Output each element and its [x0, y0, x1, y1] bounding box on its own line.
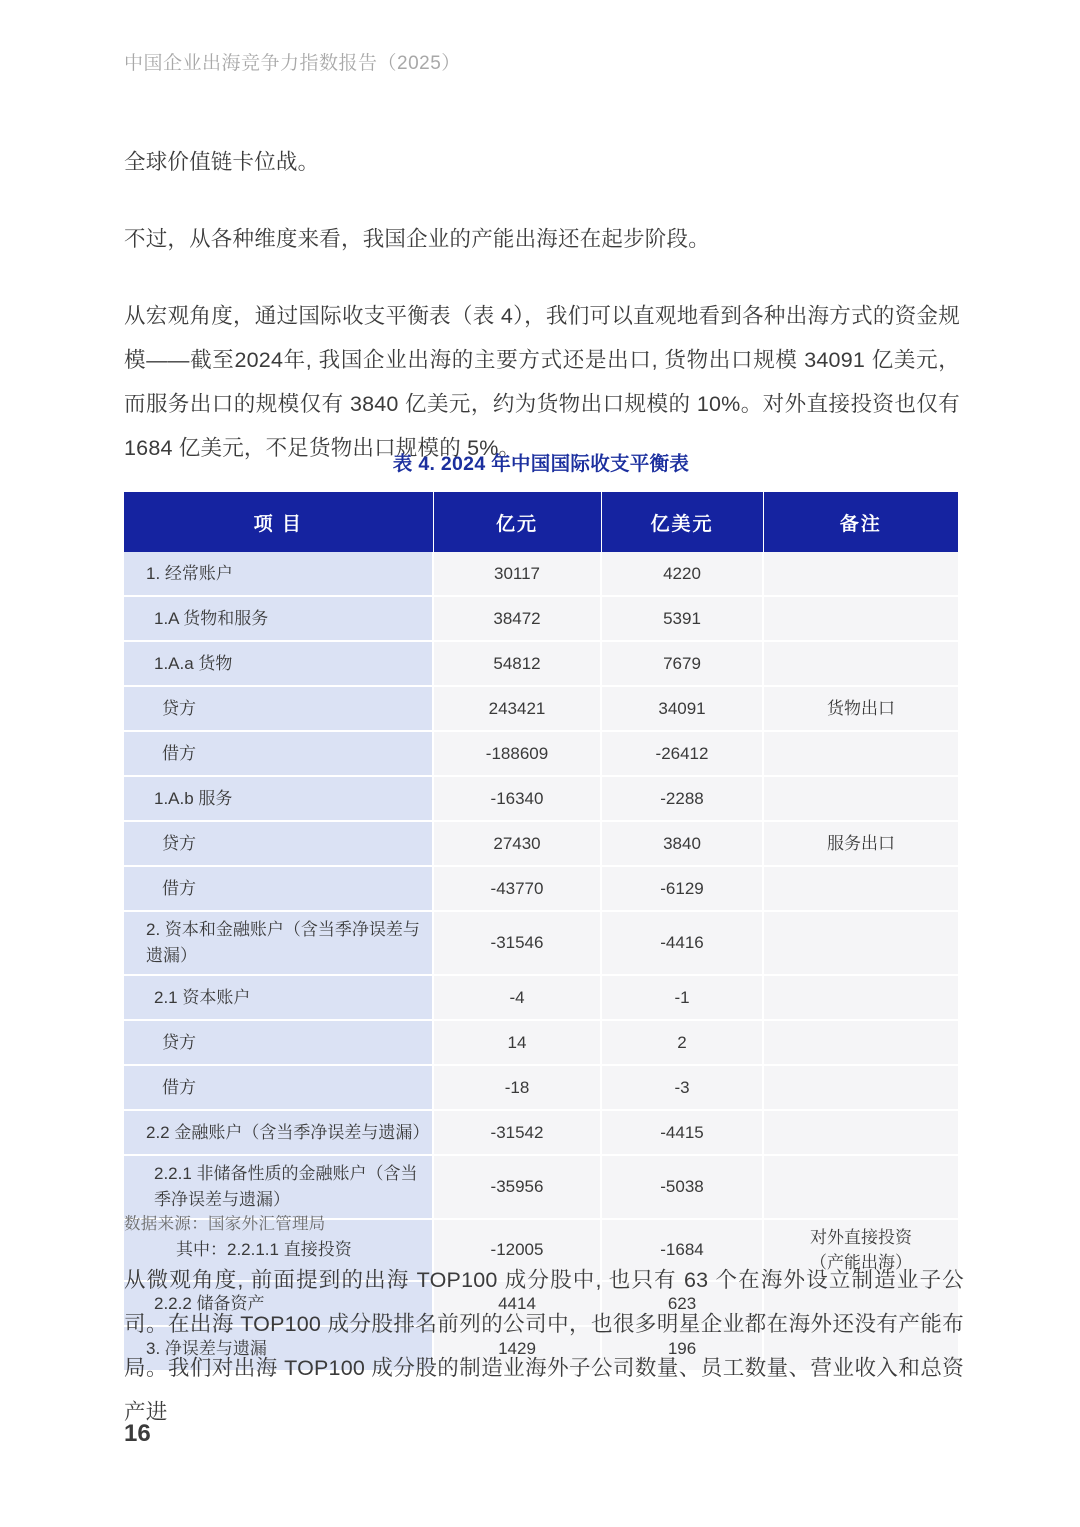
table-row	[124, 821, 958, 866]
cell-value-cny: -31542	[433, 1110, 601, 1155]
cell-item: 其中：2.2.1.1 直接投资	[124, 1219, 433, 1281]
cell-item: 2.2.1 非储备性质的金融账户（含当季净误差与遗漏）	[124, 1155, 433, 1219]
cell-item: 2.2.2 储备资产	[124, 1281, 433, 1326]
cell-item: 3. 净误差与遗漏	[124, 1326, 433, 1371]
cell-value-cny: -31546	[433, 911, 601, 975]
cell-note	[763, 1155, 958, 1219]
cell-item: 1.A.b 服务	[124, 776, 433, 821]
cell-item: 1.A 货物和服务	[124, 596, 433, 641]
cell-note	[763, 731, 958, 776]
running-header-title: 中国企业出海竞争力指数报告（2025）	[124, 53, 461, 74]
cell-item: 借方	[124, 731, 433, 776]
cell-value-cny: -12005	[433, 1219, 601, 1281]
cell-value-usd: -26412	[601, 731, 763, 776]
cell-value-cny: 54812	[433, 641, 601, 686]
table-row	[124, 1020, 958, 1065]
cell-note	[763, 911, 958, 975]
cell-value-cny: 30117	[433, 552, 601, 596]
cell-value-usd: 3840	[601, 821, 763, 866]
page-number: 16	[124, 1420, 151, 1447]
cell-value-cny: -18	[433, 1065, 601, 1110]
cell-value-cny: -35956	[433, 1155, 601, 1219]
cell-note	[763, 1110, 958, 1155]
cell-item: 贷方	[124, 1020, 433, 1065]
table-row	[124, 911, 958, 975]
cell-item: 2.1 资本账户	[124, 975, 433, 1020]
cell-value-cny: -188609	[433, 731, 601, 776]
table-row	[124, 1110, 958, 1155]
paragraph-1: 全球价值链卡位战。	[124, 150, 320, 174]
cell-note	[763, 596, 958, 641]
cell-item: 1.A.a 货物	[124, 641, 433, 686]
cell-value-usd: 34091	[601, 686, 763, 731]
cell-value-usd: 623	[601, 1281, 763, 1326]
cell-item: 借方	[124, 866, 433, 911]
cell-note	[763, 975, 958, 1020]
cell-value-usd: -4416	[601, 911, 763, 975]
cell-note	[763, 866, 958, 911]
paragraph-3: 从宏观角度，通过国际收支平衡表（表 4），我们可以直观地看到各种出海方式的资金规模——截至2024年, 我国企业出海的主要方式还是出口, 货物出口规模 34091 亿美元，而服务出口的规模仅有 3840 亿美元，约为货物出口规模的 10%。对外直接投资也仅有 1684 亿美元，不足货物出口规模的 5%。	[124, 304, 960, 460]
cell-item: 借方	[124, 1065, 433, 1110]
paragraph-4: 从微观角度, 前面提到的出海 TOP100 成分股中, 也只有 63 个在海外设立制造业子公司。在出海 TOP100 成分股排名前列的公司中，也很多明星企业都在海外还没有产能布局。我们对出海 TOP100 成分股的制造业海外子公司数量、员工数量、营业收入和总资产进	[124, 1268, 964, 1424]
cell-value-cny: -4	[433, 975, 601, 1020]
table-row	[124, 552, 958, 596]
cell-value-usd: 7679	[601, 641, 763, 686]
table-row	[124, 686, 958, 731]
cell-note	[763, 1065, 958, 1110]
paragraph-2: 不过，从各种维度来看，我国企业的产能出海还在起步阶段。	[124, 227, 710, 251]
cell-value-cny: 1429	[433, 1326, 601, 1371]
cell-note: 对外直接投资 （产能出海）	[763, 1219, 958, 1281]
cell-value-usd: 196	[601, 1326, 763, 1371]
cell-item: 2.2 金融账户（含当季净误差与遗漏）	[124, 1110, 433, 1155]
cell-value-usd: -5038	[601, 1155, 763, 1219]
table-row	[124, 596, 958, 641]
column-header-cny: 亿元	[433, 492, 601, 552]
cell-value-usd: -6129	[601, 866, 763, 911]
cell-value-usd: -4415	[601, 1110, 763, 1155]
cell-value-cny: 243421	[433, 686, 601, 731]
body-text-top	[124, 140, 960, 470]
column-header-note: 备注	[763, 492, 958, 552]
cell-note	[763, 776, 958, 821]
column-header-usd: 亿美元	[601, 492, 763, 552]
table-row	[124, 641, 958, 686]
cell-note	[763, 552, 958, 596]
cell-item: 贷方	[124, 821, 433, 866]
cell-value-usd: -1684	[601, 1219, 763, 1281]
cell-value-cny: 27430	[433, 821, 601, 866]
cell-note: 服务出口	[763, 821, 958, 866]
table-row	[124, 1065, 958, 1110]
cell-value-usd: 2	[601, 1020, 763, 1065]
cell-item: 贷方	[124, 686, 433, 731]
table-header-row	[124, 492, 958, 552]
cell-note	[763, 641, 958, 686]
body-text-bottom	[124, 1258, 964, 1434]
table-row	[124, 731, 958, 776]
cell-value-usd: -1	[601, 975, 763, 1020]
cell-value-usd: 4220	[601, 552, 763, 596]
table-source-note: 数据来源：国家外汇管理局	[124, 1215, 326, 1233]
balance-of-payments-table	[124, 492, 958, 1372]
cell-value-cny: 38472	[433, 596, 601, 641]
cell-value-cny: -16340	[433, 776, 601, 821]
cell-value-cny: 4414	[433, 1281, 601, 1326]
cell-note: 货物出口	[763, 686, 958, 731]
table-body	[124, 552, 958, 1371]
table-row	[124, 975, 958, 1020]
cell-item: 1. 经常账户	[124, 552, 433, 596]
table-caption: 表 4. 2024 年中国国际收支平衡表	[392, 453, 690, 475]
table-row	[124, 776, 958, 821]
cell-value-usd: -2288	[601, 776, 763, 821]
cell-value-usd: -3	[601, 1065, 763, 1110]
cell-value-cny: -43770	[433, 866, 601, 911]
column-header-item: 项 目	[124, 492, 433, 552]
table-row	[124, 866, 958, 911]
cell-note	[763, 1020, 958, 1065]
cell-value-usd: 5391	[601, 596, 763, 641]
cell-item: 2. 资本和金融账户（含当季净误差与遗漏）	[124, 911, 433, 975]
cell-value-cny: 14	[433, 1020, 601, 1065]
